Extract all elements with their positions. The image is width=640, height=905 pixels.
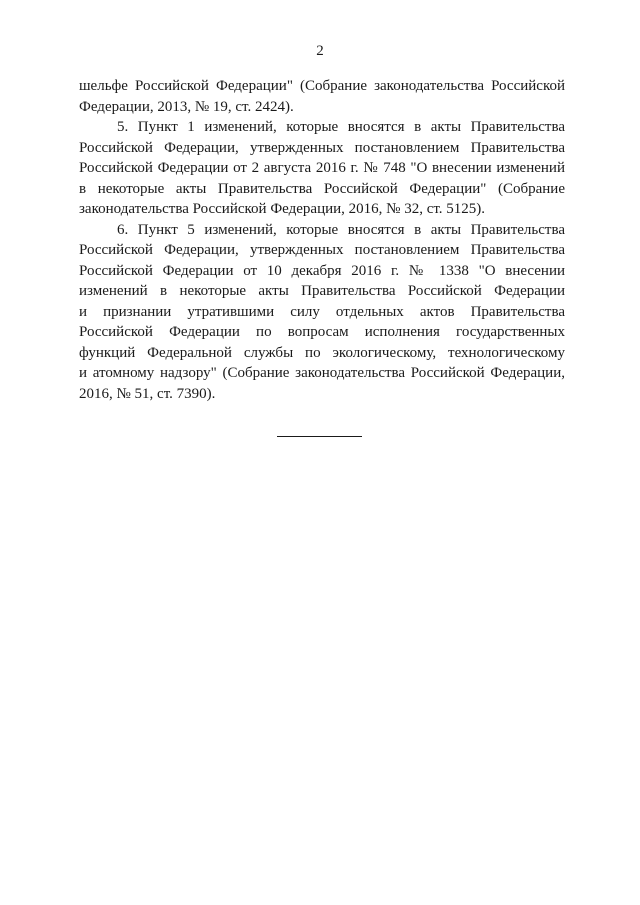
text-line: 5. Пункт 1 изменений, которые вносятся в акты Правительства [117,119,565,135]
text-line: Российской Федерации от 10 декабря 2016 г. № 1338 "О внесении [79,262,565,279]
text-line: 6. Пункт 5 изменений, которые вносятся в акты Правительства [117,221,565,238]
text-line: Российской Федерации от 2 августа 2016 г. № 748 "О внесении изменений [79,160,565,176]
text-line: Российской Федерации, утвержденных постановлением Правительства [79,139,565,156]
text-line: 2016, № 51, ст. 7390). [79,385,216,402]
text-line: Федерации, 2013, № 19, ст. 2424). [79,98,294,115]
page-number: 2 [316,43,324,59]
text-line: в некоторые акты Правительства Российской Федерации" (Собрание [79,180,565,197]
text-line: функций Федеральной службы по экологическому, технологическому [79,344,565,361]
paragraph-item-6 [79,220,565,405]
text-line: законодательства Российской Федерации, 2016, № 32, ст. 5125). [79,201,486,217]
text-line: и признании утратившими силу отдельных актов Правительства [79,303,565,320]
text-line: изменений в некоторые акты Правительства Российской Федерации [79,283,565,299]
text-line: Российской Федерации по вопросам исполнения государственных [79,324,565,340]
text-line: и атомному надзору" (Собрание законодательства Российской Федерации, [79,365,565,381]
end-divider [277,436,362,437]
document-body [79,76,565,404]
paragraph-item-5 [79,117,565,220]
text-line: шельфе Российской Федерации" (Собрание законодательства Российской [79,78,565,94]
paragraph-continuation [79,76,565,117]
text-line: Российской Федерации, утвержденных постановлением Правительства [79,242,565,258]
